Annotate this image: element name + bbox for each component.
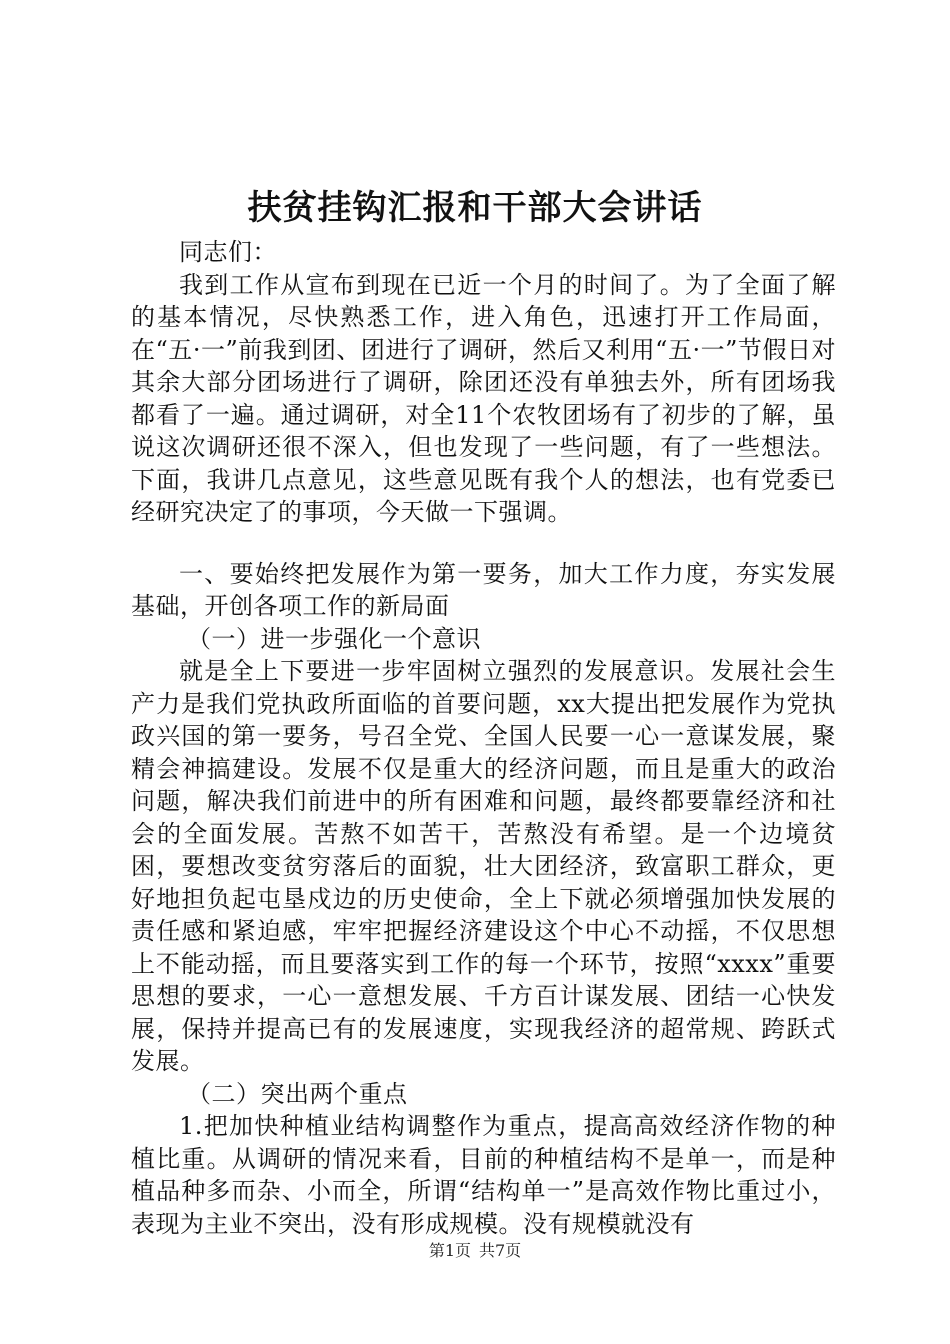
paragraph-development-awareness: 就是全上下要进一步牢固树立强烈的发展意识。发展社会生产力是我们党执政所面临的首要问题，xx大提出把发展作为党执政兴国的第一要务，号召全党、全国人民要一心一意谋发展，聚精会神搞建设。发展不仅是重大的经济问题，而且是重大的政治问题，解决我们前进中的所有困难和问题，最终都要靠经济和社会的全面发展。苦熬不如苦干，苦熬没有希望。是一个边境贫困，要想改变贫穷落后的面貌，壮大团经济，致富职工群众，更好地担负起屯垦戍边的历史使命，全上下就必须增强加快发展的责任感和紧迫感，牢牢把握经济建设这个中心不动摇，不仅思想上不能动摇，而且要落实到工作的每一个环节，按照“xxxx”重要思想的要求，一心一意想发展、千方百计谋发展、团结一心快发展，保持并提高已有的发展速度，实现我经济的超常规、跨跃式发展。 [131, 657, 836, 1075]
page-footer [0, 1240, 950, 1262]
paragraph-planting-structure: 1.把加快种植业结构调整作为重点，提高高效经济作物的种植比重。从调研的情况来看，目前的种植结构不是单一，而是种植品种多而杂、小而全，所谓“结构单一”是高效作物比重过小，表现为主业不突出，没有形成规模。没有规模就没有 [131, 1112, 836, 1238]
page-total: 共7页 [479, 1241, 522, 1260]
subsection-heading-2: （二）突出两个重点 [187, 1079, 408, 1108]
subsection-heading-1: （一）进一步强化一个意识 [187, 624, 481, 653]
salutation: 同志们： [179, 238, 277, 266]
page-number: 第1页 [428, 1241, 471, 1260]
document-title: 扶贫挂钩汇报和干部大会讲话 [247, 188, 703, 228]
section-heading-1: 一、要始终把发展作为第一要务，加大工作力度，夯实发展基础，开创各项工作的新局面 [131, 559, 836, 620]
document-body [131, 236, 836, 1240]
paragraph-intro: 我到工作从宣布到现在已近一个月的时间了。为了全面了解的基本情况，尽快熟悉工作，进入角色，迅速打开工作局面，在“五·一”前我到团、团进行了调研，然后又利用“五·一”节假日对其余大部分团场进行了调研，除团还没有单独去外，所有团场我都看了一遍。通过调研，对全11个农牧团场有了初步的了解，虽说这次调研还很不深入，但也发现了一些问题，有了一些想法。下面，我讲几点意见，这些意见既有我个人的想法，也有党委已经研究决定了的事项，今天做一下强调。 [131, 270, 836, 526]
